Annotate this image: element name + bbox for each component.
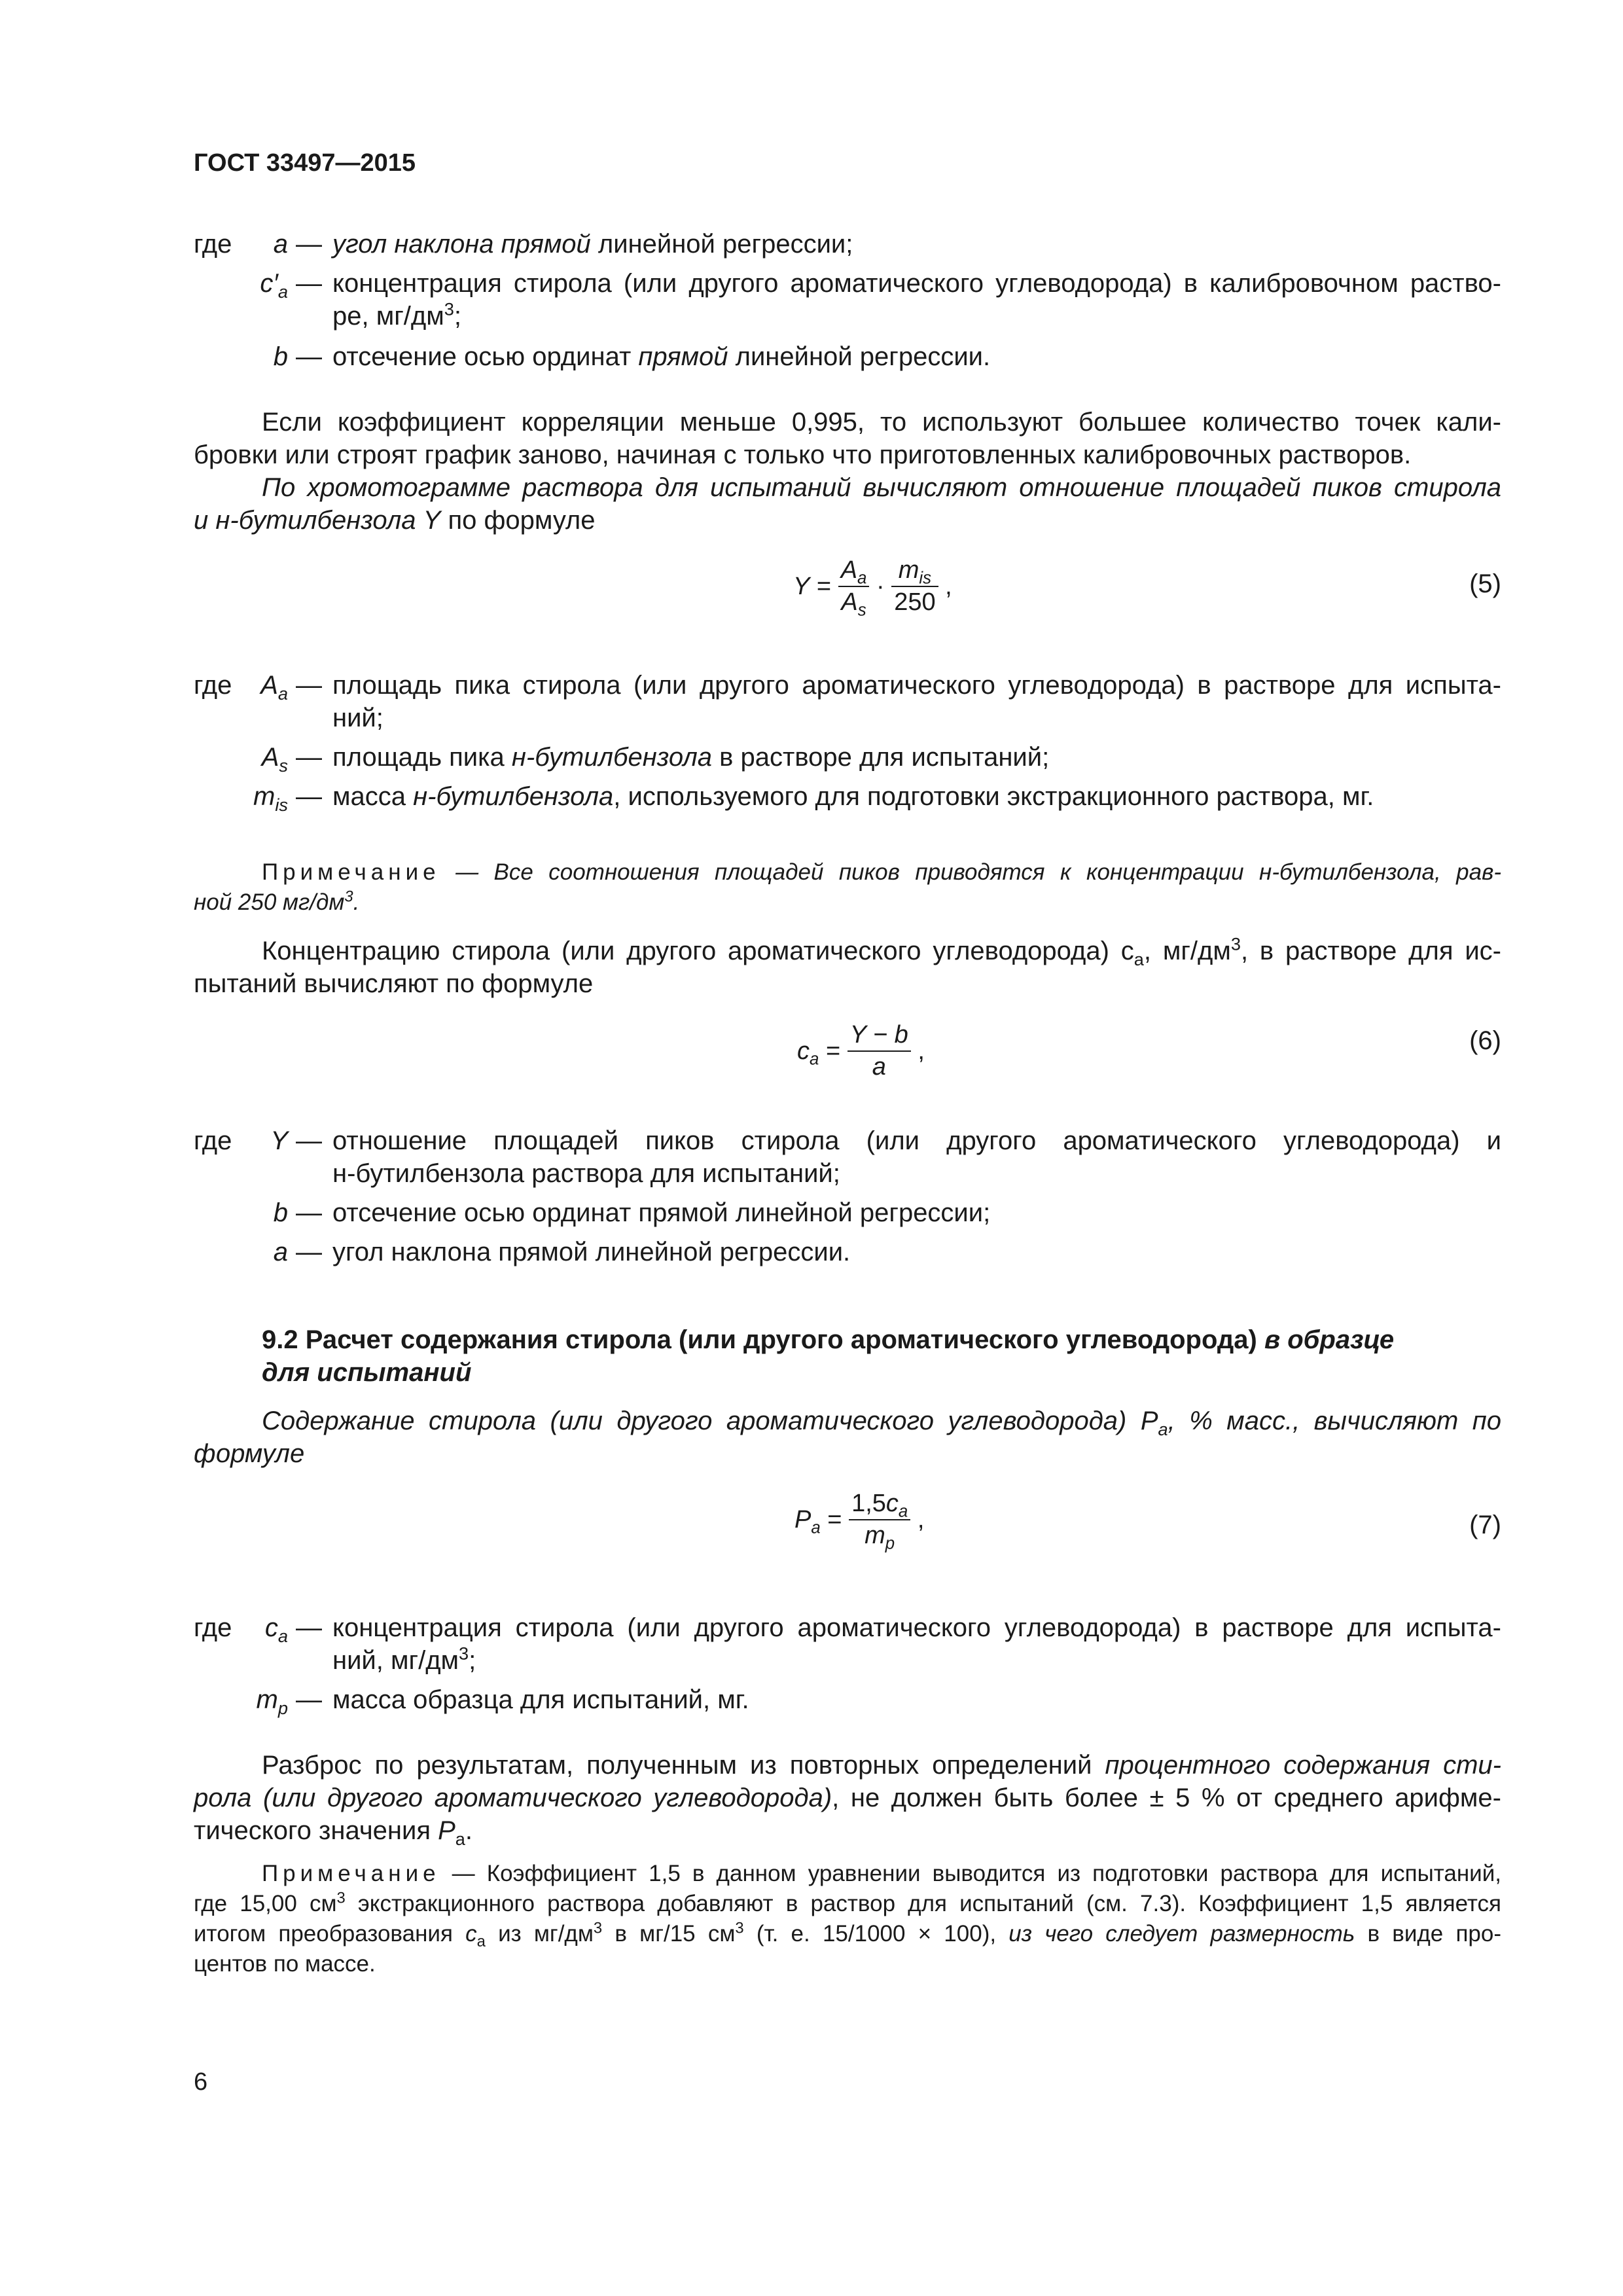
legend-dash: — — [296, 269, 322, 298]
legend-dash: — — [296, 1685, 322, 1714]
note-2-line-2: где 15,00 $см^3$ экстракционного раствора добавляют в раствор для испытаний (см. 7.3). Коэффициент 1,5 является — [194, 1889, 1501, 1916]
legend-dash: — — [296, 1613, 322, 1642]
legend-dash: — — [296, 782, 322, 811]
formula-5-number: (5) — [1469, 569, 1501, 598]
legend-desc-b: отсечение осью ординат прямой линейной регрессии; — [332, 1198, 991, 1227]
legend-desc-ca-line1: концентрация стирола (или другого ароматического углеводорода) в калибровочном раство- — [332, 269, 1501, 298]
paragraph-1-line-4: и н-бутилбензола Y по формуле — [194, 506, 596, 535]
paragraph-1-line-1: Если коэффициент корреляции меньше 0,995, то используют большее количество точек кали- — [262, 408, 1501, 437]
note-2-line-1: Примечание — Коэффициент 1,5 в данном уравнении выводится из подготовки раствора для испытаний, — [262, 1861, 1501, 1886]
legend-symbol-a: a — [273, 1238, 288, 1266]
legend-symbol-ca-prime: $c'_a$ — [260, 269, 288, 302]
legend-desc-Aa-line1: площадь пика стирола (или другого ароматического углеводорода) в растворе для испыта- — [332, 671, 1501, 700]
legend-desc-Y-line1: отношение площадей пиков стирола (или другого ароматического углеводорода) и — [332, 1126, 1501, 1155]
paragraph-2-line-1: Концентрацию стирола (или другого ароматического углеводорода) $c_a$, $мг/дм^3$, в растворе для ис- — [262, 933, 1501, 969]
formula-7-number: (7) — [1469, 1511, 1501, 1539]
section-9-2-para-line-1: Содержание стирола (или другого ароматического углеводорода) $P_a$, % масс., вычисляют по — [262, 1407, 1501, 1439]
gde-label: где — [194, 1613, 232, 1642]
section-9-2-para-line-2: формуле — [194, 1439, 305, 1468]
note-1-line-2: ной 250 $мг/дм^3$. — [194, 888, 360, 915]
legend-symbol-Aa: $A_a$ — [260, 671, 288, 704]
legend-desc-a: угол наклона прямой линейной регрессии. — [332, 1238, 851, 1266]
gde-label: где — [194, 671, 232, 700]
paragraph-3-line-1: Разброс по результатам, полученным из повторных определений процентного содержания сти- — [262, 1751, 1501, 1780]
legend-desc-b: отсечение осью ординат прямой линейной регрессии. — [332, 342, 991, 371]
paragraph-2-line-2: пытаний вычисляют по формуле — [194, 969, 594, 998]
note-1-line-1: Примечание — Все соотношения площадей пиков приводятся к концентрации н-бутилбензола, рав- — [262, 859, 1501, 885]
legend-desc-ca-line2: ний, $мг/дм^3$; — [332, 1643, 476, 1675]
legend-symbol-b: b — [273, 342, 288, 371]
legend-dash: — — [296, 1238, 322, 1266]
legend-dash: — — [296, 342, 322, 371]
formula-7: $P_a$ = $\frac{1,5c_a}{m_p}$ , — [794, 1490, 925, 1553]
legend-dash: — — [296, 743, 322, 772]
paragraph-1-line-3: По хромотограмме раствора для испытаний вычисляют отношение площадей пиков стирола — [262, 473, 1501, 502]
legend-dash: — — [296, 230, 322, 259]
page-number: 6 — [194, 2068, 208, 2096]
legend-symbol-b: b — [273, 1198, 288, 1227]
formula-6-number: (6) — [1469, 1026, 1501, 1055]
legend-desc-As: площадь пика н-бутилбензола в растворе для испытаний; — [332, 743, 1050, 772]
legend-symbol-ca: $c_a$ — [264, 1613, 288, 1646]
legend-symbol-Y: Y — [270, 1126, 288, 1155]
paragraph-3-line-2: рола (или другого ароматического углеводорода), не должен быть более ± 5 % от среднего арифме- — [194, 1784, 1502, 1812]
legend-dash: — — [296, 1126, 322, 1155]
document-header: ГОСТ 33497—2015 — [194, 149, 416, 177]
legend-desc-mp: масса образца для испытаний, мг. — [332, 1685, 749, 1714]
paragraph-1-line-2: бровки или строят график заново, начиная с только что приготовленных калибровочных растворов. — [194, 440, 1412, 469]
legend-desc-Aa-line2: ний; — [332, 704, 383, 732]
paragraph-3-line-3: тического значения $P_a$. — [194, 1816, 473, 1849]
legend-desc-ca-line2: ре, $мг/дм^3$; — [332, 298, 462, 331]
formula-5: Y = $\frac{A_a}{A_s}$ · $\frac{m_{is}}{250}$ , — [793, 556, 952, 620]
legend-symbol-mp: $m_p$ — [256, 1685, 288, 1718]
legend-dash: — — [296, 671, 322, 700]
legend-dash: — — [296, 1198, 322, 1227]
legend-desc-a: угол наклона прямой линейной регрессии; — [332, 230, 853, 259]
gde-label: где — [194, 230, 232, 259]
legend-symbol-a: a — [273, 230, 288, 259]
legend-desc-Y-line2: н-бутилбензола раствора для испытаний; — [332, 1159, 840, 1188]
legend-symbol-mis: $m_{is}$ — [253, 782, 288, 815]
section-9-2-title-line-2: для испытаний — [262, 1358, 472, 1387]
legend-symbol-As: $A_s$ — [261, 743, 288, 776]
note-2-line-4: центов по массе. — [194, 1951, 376, 1977]
legend-desc-ca-line1: концентрация стирола (или другого ароматического углеводорода) в растворе для испыта- — [332, 1613, 1501, 1642]
section-9-2-title-line-1: 9.2 Расчет содержания стирола (или другого ароматического углеводорода) в образце — [262, 1325, 1395, 1354]
formula-6: $c_a$ = $\frac{Y - b}{a}$ , — [797, 1021, 925, 1081]
legend-desc-mis: масса н-бутилбензола, используемого для подготовки экстракционного раствора, мг. — [332, 782, 1374, 811]
gde-label: где — [194, 1126, 232, 1155]
note-2-line-3: итогом преобразования $c_a$ из $мг/дм^3$ в мг/15 $см^3$ (т. е. 15/1000 × 100), из чего следует размерность в виде про- — [194, 1919, 1502, 1950]
